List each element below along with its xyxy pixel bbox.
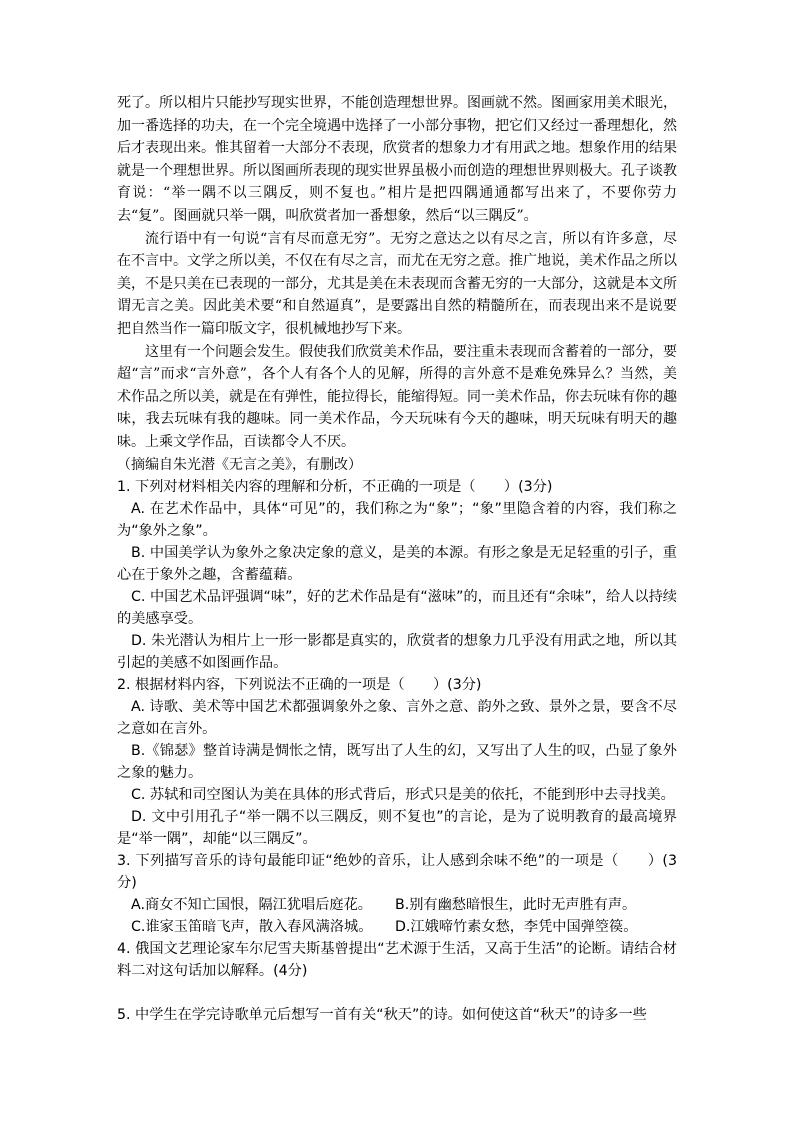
passage-paragraph: 死了。所以相片只能抄写现实世界，不能创造理想世界。图画就不然。图画家用美术眼光，加一番选择的功夫，在一个完全境遇中选择了一小部分事物，把它们又经过一番理想化，然后才表现出来。惟其留着一大部分不表现，欣赏者的想象力才有用武之地。想象作用的结果就是一个理想世界。所以图画所表现的现实世界虽极小而创造的理想世界则极大。孔子谈教育说：“举一隅不以三隅反，则不复也。”相片是把四隅通通都写出来了，不要你劳力去“复”。图画就只举一隅，叫欣赏者加一番想象，然后“以三隅反”。 bbox=[117, 95, 677, 224]
passage-paragraph: 这里有一个问题会发生。假使我们欣赏美术作品，要注重未表现而含蓄着的一部分，要超“言”而求“言外意”，各个人有各个人的见解，所得的言外意不是难免殊异么？当然，美术作品之所以美，就是在有弹性，能拉得长，能缩得短。同一美术作品，你去玩味有你的趣味，我去玩味有我的趣味。同一美术作品，今天玩味有今天的趣味，明天玩味有明天的趣味。上乘文学作品，百读都令人不厌。 bbox=[117, 343, 677, 450]
question-3 bbox=[117, 850, 677, 938]
option-c: C. 苏轼和司空图认为美在具体的形式背后，形式只是美的依托，不能到形中去寻找美。 bbox=[131, 787, 675, 804]
question-stem: 5. 中学生在学完诗歌单元后想写一首有关“秋天”的诗。如何使这首“秋天”的诗多一些 bbox=[117, 1007, 647, 1024]
question-4 bbox=[117, 938, 677, 982]
option-b: B.别有幽愁暗恨生，此时无声胜有声。 bbox=[395, 897, 637, 914]
option-d: D.江娥啼竹素女愁，李凭中国弹箜篌。 bbox=[395, 919, 638, 936]
option-c: C. 中国艺术品评强调“味”，好的艺术作品是有“滋味”的，而且还有“余味”，给人以持续的美感享受。 bbox=[117, 589, 677, 628]
option-a: A. 在艺术作品中，具体“可见”的，我们称之为“象”；“象”里隐含着的内容，我们称之为“象外之象”。 bbox=[117, 501, 677, 540]
question-1 bbox=[117, 476, 677, 674]
question-stem: 3. 下列描写音乐的诗句最能印证“绝妙的音乐，让人感到余味不绝”的一项是（ ）(3分) bbox=[117, 853, 677, 892]
page-content bbox=[117, 92, 677, 1026]
answer-space bbox=[117, 982, 677, 1004]
question-stem: 4. 俄国文艺理论家车尔尼雪夫斯基曾提出“艺术源于生活，又高于生活”的论断。请结合材料二对这句话加以解释。(4分) bbox=[117, 941, 677, 980]
question-2 bbox=[117, 674, 677, 850]
passage-paragraph: 流行语中有一句说“言有尽而意无穷”。无穷之意达之以有尽之言，所以有许多意，尽在不言中。文学之所以美，不仅在有尽之言，而尤在无穷之意。推广地说，美术作品之所以美，不是只美在已表现的一部分，尤其是美在未表现而含蓄无穷的一大部分，这就是本文所谓无言之美。因此美术要“和自然逼真”，是要露出自然的精髓所在，而表现出来不是说要把自然当作一篇印版文字，很机械地抄写下来。 bbox=[117, 230, 677, 337]
options-row bbox=[117, 894, 677, 916]
passage-source: （摘编自朱光潜《无言之美》，有删改） bbox=[117, 456, 362, 473]
option-b: B.《锦瑟》整首诗满是惆怅之情，既写出了人生的幻，又写出了人生的叹，凸显了象外之象的魅力。 bbox=[117, 743, 677, 782]
question-stem: 2. 根据材料内容，下列说法不正确的一项是（ ）(3分) bbox=[117, 677, 482, 694]
options-row bbox=[117, 916, 677, 938]
option-d: D. 文中引用孔子“举一隅不以三隅反，则不复也”的言论，是为了说明教育的最高境界是“举一隅”，却能“以三隅反”。 bbox=[117, 809, 677, 848]
reading-passage bbox=[117, 92, 677, 476]
option-d: D. 朱光潜认为相片上一形一影都是真实的，欣赏者的想象力几乎没有用武之地，所以其引起的美感不如图画作品。 bbox=[117, 633, 677, 672]
option-c: C.谁家玉笛暗飞声，散入春风满洛城。 bbox=[131, 919, 373, 936]
option-a: A. 诗歌、美术等中国艺术都强调象外之象、言外之意、韵外之致、景外之景，要含不尽之意如在言外。 bbox=[117, 699, 677, 738]
question-stem: 1. 下列对材料相关内容的理解和分析，不正确的一项是（ ）(3分) bbox=[117, 479, 553, 496]
option-b: B. 中国美学认为象外之象决定象的意义，是美的本源。有形之象是无足轻重的引子，重心在于象外之趣，含蓄蕴藉。 bbox=[117, 545, 677, 584]
question-5 bbox=[117, 1004, 677, 1026]
option-a: A.商女不知亡国恨，隔江犹唱后庭花。 bbox=[131, 897, 372, 914]
